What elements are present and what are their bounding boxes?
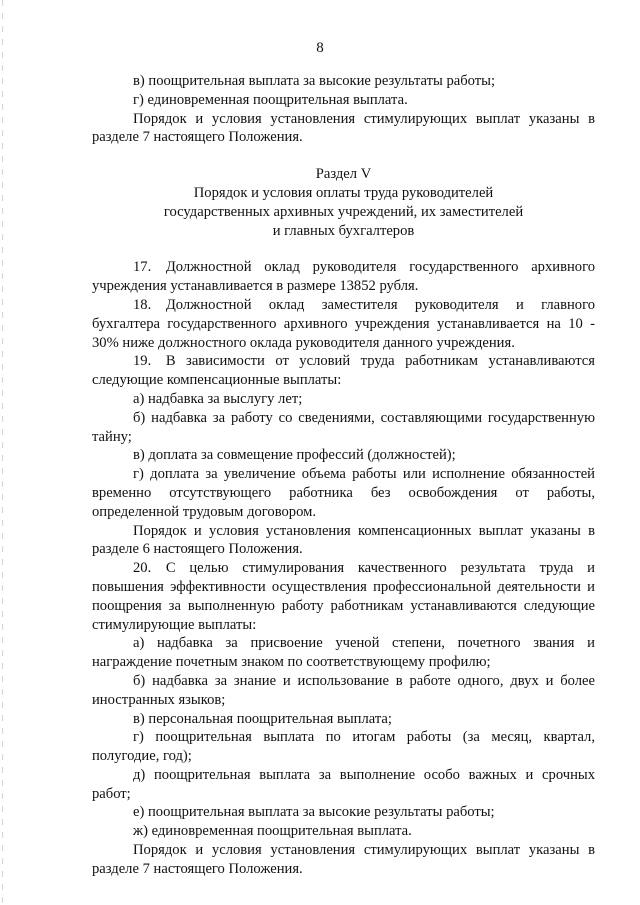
section-title-line-2: государственных архивных учреждений, их заместителей [163,203,524,220]
scan-edge-mark [2,0,3,905]
paragraph-20: 20. С целью стимулирования качественного результата труда и повышения эффективности осуществления профессиональной деятельности и поощрения за выполненную работу работникам устанавливаются следующие стимулирующие выплаты: [92,560,595,633]
list-item-20d: д) поощрительная выплата за выполнение особо важных и срочных работ; [92,766,595,802]
list-item-20b: б) надбавка за знание и использование в работе одного, двух и более иностранных языков; [92,672,595,708]
list-item-19g: г) доплата за увеличение объема работы или исполнение обязанностей временно отсутствующего работника без освобождения от работы, определенной трудовым договором. [92,466,595,520]
section-heading: Раздел V [315,166,372,183]
list-item-20a: а) надбавка за присвоение ученой степени, почетного звания и награждение почетным знаком по соответствующему профилю; [92,635,595,671]
paragraph-intro-2: г) единовременная поощрительная выплата. [133,91,408,108]
list-item-19b: б) надбавка за работу со сведениями, составляющими государственную тайну; [92,409,595,445]
paragraph-19-note: Порядок и условия установления компенсационных выплат указаны в разделе 6 настоящего Положения. [92,522,595,558]
list-item-20e: е) поощрительная выплата за высокие результаты работы; [133,804,495,821]
paragraph-intro-1: в) поощрительная выплата за высокие результаты работы; [133,73,496,89]
paragraph-18: 18. Должностной оклад заместителя руководителя и главного бухгалтера государственного архивного учреждения устанавливается на 10 - 30% ниже должностного оклада руководителя данного учреждения. [92,296,595,351]
list-item-20zh: ж) единовременная поощрительная выплата. [133,823,412,840]
paragraph-19: 19. В зависимости от условий труда работникам устанавливаются следующие компенсационные выплаты: [92,353,595,389]
paragraph-17: 17. Должностной оклад руководителя государственного архивного учреждения устанавливается в размере 13852 рубля. [92,259,595,295]
list-item-19a: а) надбавка за выслугу лет; [133,390,303,407]
paragraph-intro-3: Порядок и условия установления стимулирующих выплат указаны в разделе 7 настоящего Положения. [92,110,595,146]
section-title-line-1: Порядок и условия оплаты труда руководителей [193,184,494,201]
document-body [92,72,595,879]
page-number: 8 [316,40,324,56]
list-item-20g: г) поощрительная выплата по итогам работы (за месяц, квартал, полугодие, год); [92,729,595,765]
list-item-19v: в) доплата за совмещение профессий (должностей); [133,447,456,464]
list-item-20v: в) персональная поощрительная выплата; [133,710,392,727]
paragraph-20-note: Порядок и условия установления стимулирующих выплат указаны в разделе 7 настоящего Положения. [92,842,595,877]
section-title-line-3: и главных бухгалтеров [272,222,415,239]
